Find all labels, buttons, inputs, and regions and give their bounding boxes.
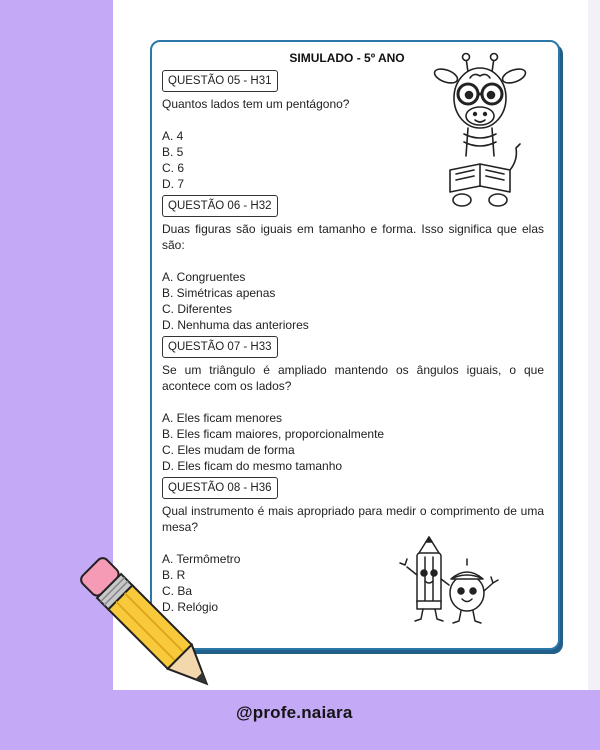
right-gray-strip [588,0,600,690]
option-07-b: B. Eles ficam maiores, proporcionalmente [162,427,385,441]
author-handle: @profe.naiara [236,703,353,722]
option-06-c: C. Diferentes [162,302,233,316]
option-05-b: B. 5 [162,145,184,159]
option-08-b: B. R [162,568,186,582]
question-text-05: Quantos lados tem um pentágono? [162,97,350,111]
option-05-d: D. 7 [162,177,185,191]
option-07-d: D. Eles ficam do mesmo tamanho [162,459,343,473]
option-05-c: C. 6 [162,161,185,175]
giraffe-reading-illustration [430,52,530,212]
option-06-d: D. Nenhuma das anteriores [162,318,309,332]
option-06-a: A. Congruentes [162,270,246,284]
option-07-a: A. Eles ficam menores [162,411,283,425]
option-07-c: C. Eles mudam de forma [162,443,295,457]
question-label-05: QUESTÃO 05 - H31 [162,70,278,92]
pencil-apple-characters-illustration [395,535,515,630]
pencil-decoration [80,555,230,710]
option-08-d: D. Relógio [162,600,219,614]
question-text-08: Qual instrumento é mais apropriado para medir o comprimento de uma mesa? [162,504,544,534]
question-label-08: QUESTÃO 08 - H36 [162,477,278,499]
option-08-c: C. Ba [162,584,193,598]
option-05-a: A. 4 [162,129,184,143]
question-label-06: QUESTÃO 06 - H32 [162,195,278,217]
question-label-07: QUESTÃO 07 - H33 [162,336,278,358]
worksheet-title: SIMULADO - 5º ANO [289,51,405,65]
question-text-07: Se um triângulo é ampliado mantendo os ângulos iguais, o que acontece com os lados? [162,363,544,393]
option-08-a: A. Termômetro [162,552,241,566]
question-text-06: Duas figuras são iguais em tamanho e forma. Isso significa que elas são: [162,222,544,252]
option-06-b: B. Simétricas apenas [162,286,276,300]
